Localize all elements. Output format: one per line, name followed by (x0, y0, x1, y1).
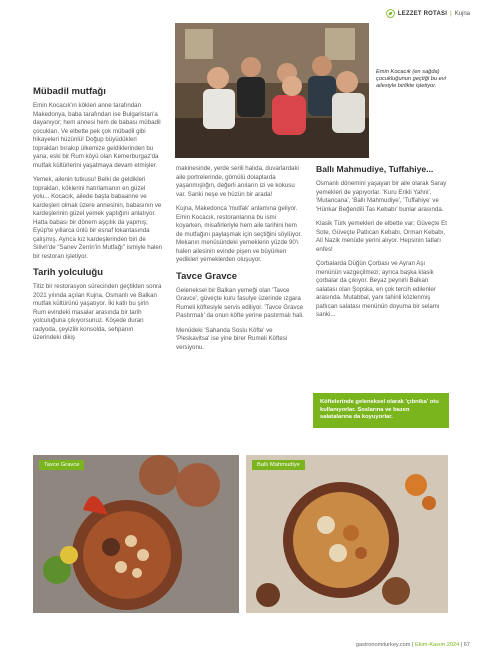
heading-tavce-gravce: Tavce Gravce (176, 270, 238, 282)
photo-caption: Emin Kocacık (en sağda) çocukluğunun geçtiği bu evi ailesiyle birlikte işletiyor. (376, 69, 446, 89)
footer-issue: Ekim-Kasım 2024 (415, 642, 460, 648)
footer-site: gastronomiturkey.com (355, 642, 411, 648)
page-footer: gastronomiturkey.com | Ekim-Kasım 2024 | 67 (355, 642, 470, 648)
section-header (386, 9, 470, 18)
heading-mubadil-mutfagi: Mübadil mutfağı (33, 86, 106, 97)
balli-mahmudiye-photo (246, 455, 448, 613)
image-tag-tavce-gravce: Tavce Gravce (39, 460, 84, 470)
tavce-gravce-photo (33, 455, 239, 613)
magazine-section-name: LEZZET ROTASI (397, 10, 448, 17)
paragraph: Çorbalarda Düğün Çorbası ve Ayran Aşı menünün vazgeçilmezi; ayrıca başka klasik çorbalar da çıkıyor. Beyaz peynirli Balkan salatası olan Şopska, en çok tercih edilenler arasında. Mutabbal, yanı tahinli közlenmiş patlıcan salatası menünün doyuma bir selamı sanki... (316, 260, 440, 318)
heading-balli-mahmudiye: Ballı Mahmudiye, Tuffahiye... (316, 164, 434, 174)
paragraph: makinesinde, yerde serili halıda, duvarlardaki aile portrelerinde, gömülü dolaplarda yaşanmışlığın, değerli anıların izi ve kokusu var. Sanki neşe ve hüzün bir arada! (176, 165, 299, 198)
paragraph: Klasik Türk yemekleri de elbette var; Güveçte Et Sote, Güveçte Patlıcan Kebabı, Orman Kebabı, Ali Nazik menüde yerini alıyor. Hepsinin tatları enfes! (316, 220, 447, 253)
paragraph: Emin Kocacık'ın kökleri anne tarafından Makedonya, baba tarafından ise Bulgaristan'a dayanıyor; hem annesi hem de babası mübadil çocukları. Ve elbette pek çok mübadil gibi hikayeleri hüzünlü! Doğup büyüdükleri toprakları bırakıp ülkemize geldiklerinden bu yana, eski bir Rum köyü olan Kemerburgaz'da mutfak kültürlerini yaşatmaya devam etmişler. (33, 102, 161, 169)
image-tag-balli-mahmudiye: Ballı Mahmudiye (252, 460, 305, 470)
paragraph: Geleneksel bir Balkan yemeği olan 'Tavce Gravce', güveçte kuru fasulye üzerinde ızgara Rumeli köftesiyle servis ediliyor. 'Tavce Gravce Pastırmalı' da onun köfte yerine pastırmalı hali. (176, 286, 304, 319)
paragraph: Menüdeki 'Sahanda Soslu Köfte' ve 'Pleskavitsa' ise yine birer Rumeli Köftesi versiyonu. (176, 326, 288, 351)
paragraph: Osmanlı döneminí yaşayan bir aile olarak Saray yemekleri de yapıyorlar. 'Kuru Erikli Yahni', 'Mutancana', 'Ballı Mahmudiye', 'Tuffahiye' ve 'Hünkar Beğendili Tas Kebabı' bunlar arasında. (316, 180, 447, 213)
page-number: 67 (463, 642, 470, 648)
middle-column (176, 165, 304, 358)
paragraph: Kujna, Makedonca 'mutfak' anlamına geliyor. Emin Kocacık, restoranlarına bu ismi koyarken, misafirleriyle hem aile tarihini hem de mutfağını paylaşmak için seçtiğini söylüyor. Mekanın menüsündeki yemeklerin yüzde 90'ı halen ailesinin evinde pişen ve büyürken yedikleri yemeklerden oluşuyor. (176, 205, 302, 263)
heading-tarih-yolculugu: Tarih yolculuğu (33, 267, 104, 278)
paragraph: Titiz bir restorasyon sürecinden geçtikten sonra 2021 yılında açılan Kujna, Osmanlı ve Balkan mutfak kültürünü yaşatıyor. İki katlı bu şirin Rum evindeki masalar arasında bir tarih yolculuğuna çıkıyorsunuz. Köşede duran radyoda, çeyizlik konsolda, sehpanın üzerindeki dikiş (33, 283, 162, 341)
restaurant-name: Kujna (454, 10, 470, 17)
left-column (33, 86, 163, 349)
right-column (316, 164, 449, 326)
leaf-icon (386, 9, 395, 18)
family-photo (175, 23, 369, 158)
callout-box: Köftelerinde geleneksel olarak 'çıbnika' otu kullanıyorlar. Soslarına ve bazen salatalarına da koyuyorlar. (313, 393, 449, 428)
header-separator: | (450, 10, 452, 17)
paragraph: Yemek, ailenin tutkusu! Belki de geldikleri toprakları, köklerini hatırlamanın en güzel yolu... Kocacık, ailede başta babaanne ve kardeşleri olmak üzere annesinin, babasının ve kardeşlerinin güzel yemek yaptığını anlatıyor. Hatta babası bir dönem aşçılık da yapmış; Eyüp'te yıllarca ünlü bir esnaf lokantasında çalışmış. Ayrıca kız kardeşlerinden biri de Silivri'de "Sanev Zerrin'in Mutfağı" ismiyle halen bir restoran işletiyor. (33, 176, 163, 260)
